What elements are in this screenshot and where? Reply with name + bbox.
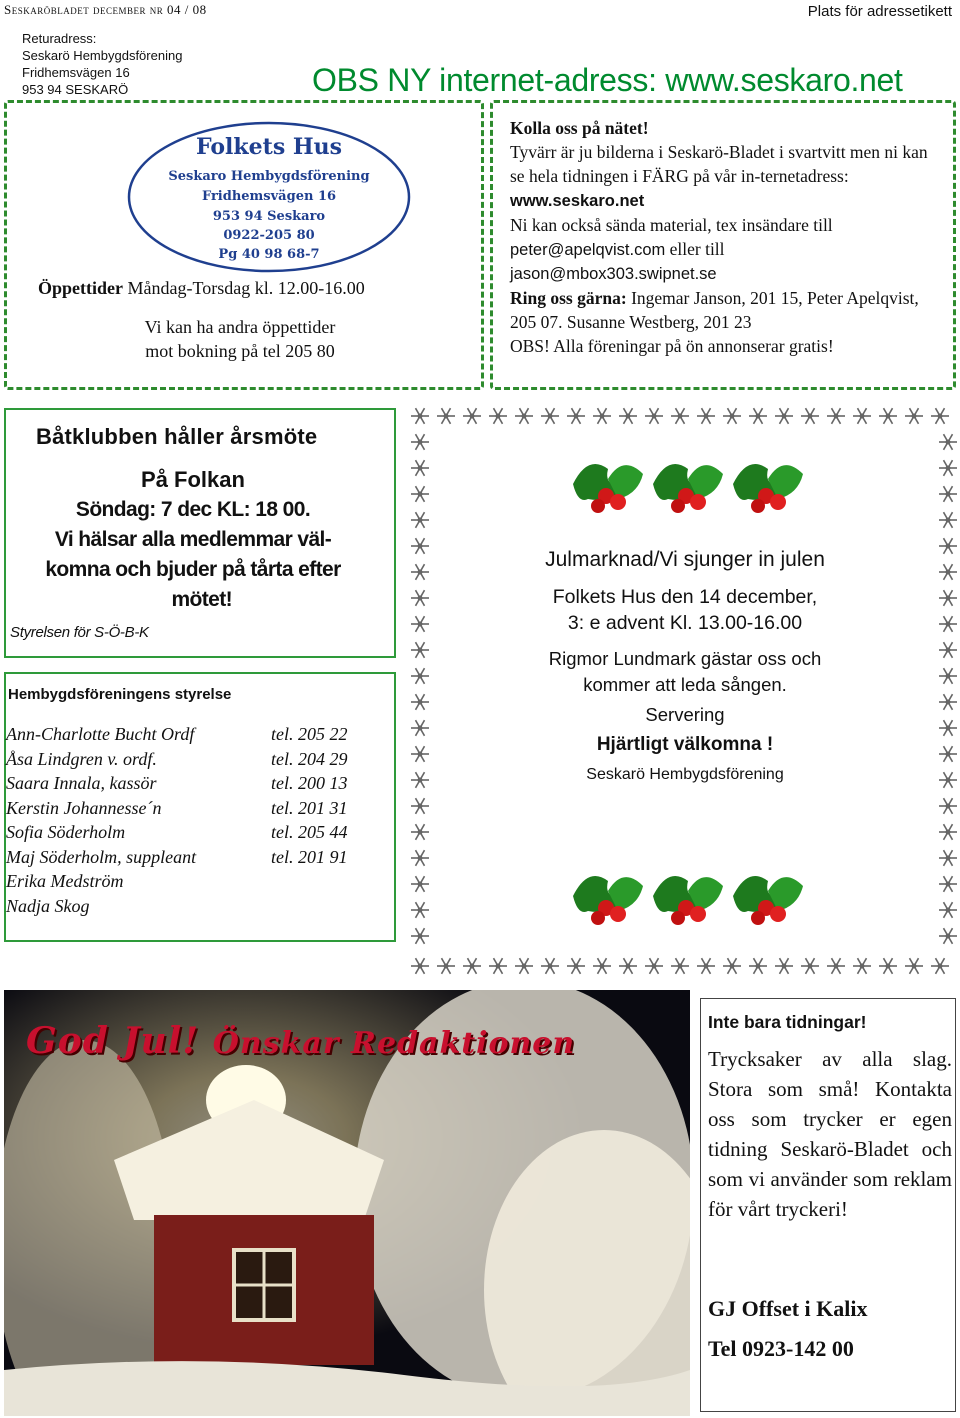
snowflake-icon <box>905 958 923 974</box>
snowflake-icon <box>489 408 507 424</box>
snowflake-icon <box>723 958 741 974</box>
alternative-hours <box>0 315 480 363</box>
logo-line: 0922-205 80 <box>223 228 315 243</box>
boat-club-signature: Styrelsen för S-Ö-B-K <box>10 624 149 641</box>
snowflake-icon <box>853 958 871 974</box>
member-name: Kerstin Johannesse´n <box>6 797 162 818</box>
market-guest <box>440 646 930 698</box>
snowflake-icon <box>411 902 429 918</box>
email-link[interactable]: peter@apelqvist.com <box>510 241 666 259</box>
snowflake-icon <box>411 720 429 736</box>
snowflake-icon <box>541 408 559 424</box>
website-link[interactable]: www.seskaro.net <box>510 192 645 210</box>
snowflake-icon <box>411 538 429 554</box>
opening-hours <box>38 278 365 299</box>
snowflake-icon <box>939 616 957 632</box>
snowflake-icon <box>939 434 957 450</box>
snowflake-icon <box>411 486 429 502</box>
member-name: Nadja Skog <box>6 895 90 916</box>
snowflake-icon <box>939 850 957 866</box>
contact-heading: Kolla oss på nätet! <box>510 118 649 138</box>
snowflake-icon <box>697 408 715 424</box>
logo-line: Fridhemsvägen 16 <box>201 189 337 204</box>
snowflake-icon <box>931 958 949 974</box>
snowflake-icon <box>939 876 957 892</box>
snowflake-icon <box>411 876 429 892</box>
return-address-line: Returadress: <box>22 31 97 46</box>
snowflake-icon <box>411 460 429 476</box>
snowflake-icon <box>411 668 429 684</box>
snowflake-icon <box>931 408 949 424</box>
snowflake-icon <box>775 408 793 424</box>
return-address-line: 953 94 SESKARÖ <box>22 82 129 97</box>
boat-club-body <box>4 465 396 615</box>
snowflake-icon <box>437 408 455 424</box>
snowflake-icon <box>463 408 481 424</box>
member-tel: tel. 204 29 <box>271 748 348 769</box>
member-tel: tel. 205 22 <box>271 724 348 744</box>
snowflake-icon <box>515 408 533 424</box>
snowflake-icon <box>749 958 767 974</box>
snowflake-icon <box>939 798 957 814</box>
snowflake-icon <box>853 408 871 424</box>
member-name: Åsa Lindgren v. ordf. <box>6 748 157 769</box>
logo-line: Folkets Hus <box>195 134 343 160</box>
market-guest-line: Rigmor Lundmark gästar oss och <box>548 648 822 669</box>
snowflake-icon <box>411 564 429 580</box>
snowflake-icon <box>905 408 923 424</box>
print-phone: Tel 0923-142 00 <box>708 1336 854 1361</box>
snowflake-icon <box>939 642 957 658</box>
snowflake-icon <box>411 616 429 632</box>
member-tel: tel. 205 44 <box>271 822 348 842</box>
snowflake-icon <box>593 408 611 424</box>
snowflake-icon <box>939 538 957 554</box>
snowflake-icon <box>939 772 957 788</box>
return-address <box>22 30 182 98</box>
obs-new-address: OBS NY internet-adress: www.seskaro.net <box>312 62 903 98</box>
print-company: GJ Offset i Kalix <box>708 1296 868 1321</box>
market-place-line: 3: e advent Kl. 13.00-16.00 <box>567 612 803 634</box>
snowflake-icon <box>939 564 957 580</box>
snowflake-icon <box>567 408 585 424</box>
logo-line: Seskaro Hembygdsförening <box>168 169 370 184</box>
member-name: Saara Innala, kassör <box>6 773 157 793</box>
snowflake-icon <box>411 694 429 710</box>
market-guest-line: kommer att leda sången. <box>583 674 787 695</box>
contact-paragraph: Ni kan också sända material, tex insändare till <box>510 215 833 235</box>
member-name: Sofia Söderholm <box>6 822 126 842</box>
board-member <box>6 820 386 845</box>
snowflake-icon <box>411 850 429 866</box>
market-place-line: Folkets Hus den 14 december, <box>552 586 818 608</box>
contact-or: eller till <box>669 239 725 259</box>
member-name: Ann-Charlotte Bucht Ordf <box>6 724 195 744</box>
snowflake-icon <box>411 642 429 658</box>
member-tel: tel. 201 91 <box>271 846 348 867</box>
masthead: Seskaröbladet december nr 04 / 08 <box>4 2 207 17</box>
snowflake-icon <box>619 408 637 424</box>
board-title: Hembygdsföreningens styrelse <box>8 686 232 703</box>
snowflake-icon <box>541 958 559 974</box>
snowflake-icon <box>411 928 429 944</box>
logo-line: Pg 40 98 68-7 <box>218 247 320 262</box>
free-ads-note: OBS! Alla föreningar på ön annonserar gratis! <box>510 336 834 356</box>
snowflake-icon <box>749 408 767 424</box>
snowflake-icon <box>801 408 819 424</box>
holly-decoration-icon <box>568 444 818 524</box>
snowflake-icon <box>411 746 429 762</box>
snowflake-icon <box>939 694 957 710</box>
christmas-greeting <box>26 1020 575 1062</box>
opening-hours-text: Måndag-Torsdag kl. 12.00-16.00 <box>127 278 365 298</box>
boat-date: Söndag: 7 dec KL: 18 00. <box>75 498 311 521</box>
address-label: Plats för adressetikett <box>807 3 952 20</box>
snowflake-icon <box>515 958 533 974</box>
snowflake-icon <box>939 746 957 762</box>
print-title: Inte bara tidningar! <box>708 1012 867 1032</box>
boat-line: komna och bjuder på tårta efter <box>45 558 341 581</box>
snowflake-icon <box>939 824 957 840</box>
snowflake-icon <box>939 460 957 476</box>
board-member <box>6 771 386 796</box>
alt-hours-line: mot bokning på tel 205 80 <box>145 341 335 361</box>
snowflake-icon <box>671 958 689 974</box>
boat-place: På Folkan <box>141 467 245 492</box>
logo-line: 953 94 Seskaro <box>212 209 326 224</box>
market-serving: Servering <box>645 704 725 725</box>
snowflake-icon <box>489 958 507 974</box>
board-member <box>6 845 386 870</box>
snowflake-icon <box>567 958 585 974</box>
ring-label: Ring oss gärna: <box>510 288 627 308</box>
snowflake-icon <box>671 408 689 424</box>
christmas-market <box>440 548 930 784</box>
market-welcome: Hjärtligt välkomna ! <box>596 734 774 755</box>
snowflake-icon <box>939 902 957 918</box>
snowflake-icon <box>411 512 429 528</box>
holly-decoration-icon <box>568 856 818 936</box>
return-address-line: Fridhemsvägen 16 <box>22 65 130 80</box>
snowflake-icon <box>879 958 897 974</box>
snowflake-icon <box>827 408 845 424</box>
snowflake-icon <box>411 958 429 974</box>
snowflake-icon <box>619 958 637 974</box>
member-tel: tel. 200 13 <box>271 773 348 793</box>
snowflake-icon <box>411 798 429 814</box>
snowflake-icon <box>411 824 429 840</box>
snowflake-icon <box>645 408 663 424</box>
board-member <box>6 722 386 747</box>
snowflake-icon <box>723 408 741 424</box>
contact-paragraph: Tyvärr är ju bilderna i Seskarö-Bladet i svartvitt men ni kan se hela tidningen i FÄRG på vår in-ternetadress: <box>510 142 928 186</box>
snowflake-icon <box>939 720 957 736</box>
board-member <box>6 869 386 894</box>
snowflake-icon <box>463 958 481 974</box>
snowflake-icon <box>801 958 819 974</box>
snowflake-icon <box>827 958 845 974</box>
print-body: Trycksaker av alla slag. Stora som små! Kontakta oss som trycker er egen tidning Seskarö-Bladet och som vi använder som reklam för vårt tryckeri! <box>708 1047 952 1221</box>
board-list <box>6 722 386 918</box>
snowflake-icon <box>939 486 957 502</box>
market-title: Julmarknad/Vi sjunger in julen <box>545 548 825 571</box>
snowflake-icon <box>411 408 429 424</box>
alt-hours-line: Vi kan ha andra öppettider <box>144 317 336 337</box>
snowflake-icon <box>411 772 429 788</box>
snowflake-icon <box>593 958 611 974</box>
snowflake-icon <box>939 928 957 944</box>
member-name: Maj Söderholm, suppleant <box>6 846 197 867</box>
snowflake-icon <box>775 958 793 974</box>
snowflake-icon <box>697 958 715 974</box>
snowflake-icon <box>939 590 957 606</box>
market-place <box>440 584 930 636</box>
board-member <box>6 747 386 772</box>
snowflake-icon <box>879 408 897 424</box>
snowflake-icon <box>411 590 429 606</box>
member-name: Erika Medström <box>6 871 124 891</box>
snowflake-icon <box>939 668 957 684</box>
email-link[interactable]: jason@mbox303.swipnet.se <box>510 265 717 283</box>
greeting-main: God Jul! <box>26 1020 200 1062</box>
snowflake-icon <box>939 512 957 528</box>
contact-text <box>510 116 946 358</box>
return-address-line: Seskarö Hembygdsförening <box>22 48 183 63</box>
ring-text: Ingemar Janson, 201 15, Peter Apelqvist, 205 07. Susanne Westberg, 201 23 <box>510 288 919 332</box>
greeting-sub: Önskar Redaktionen <box>212 1026 576 1061</box>
opening-label: Öppettider <box>38 278 123 298</box>
board-member <box>6 796 386 821</box>
snowflake-icon <box>411 434 429 450</box>
boat-line: Vi hälsar alla medlemmar väl- <box>54 528 332 551</box>
boat-line: mötet! <box>171 588 232 611</box>
board-member <box>6 894 386 919</box>
folkets-hus-logo <box>124 118 414 276</box>
member-tel: tel. 201 31 <box>271 797 348 818</box>
snowflake-icon <box>437 958 455 974</box>
boat-club-title: Båtklubben håller årsmöte <box>36 424 318 449</box>
snowflake-icon <box>645 958 663 974</box>
market-organizer: Seskarö Hembygdsförening <box>586 766 784 783</box>
